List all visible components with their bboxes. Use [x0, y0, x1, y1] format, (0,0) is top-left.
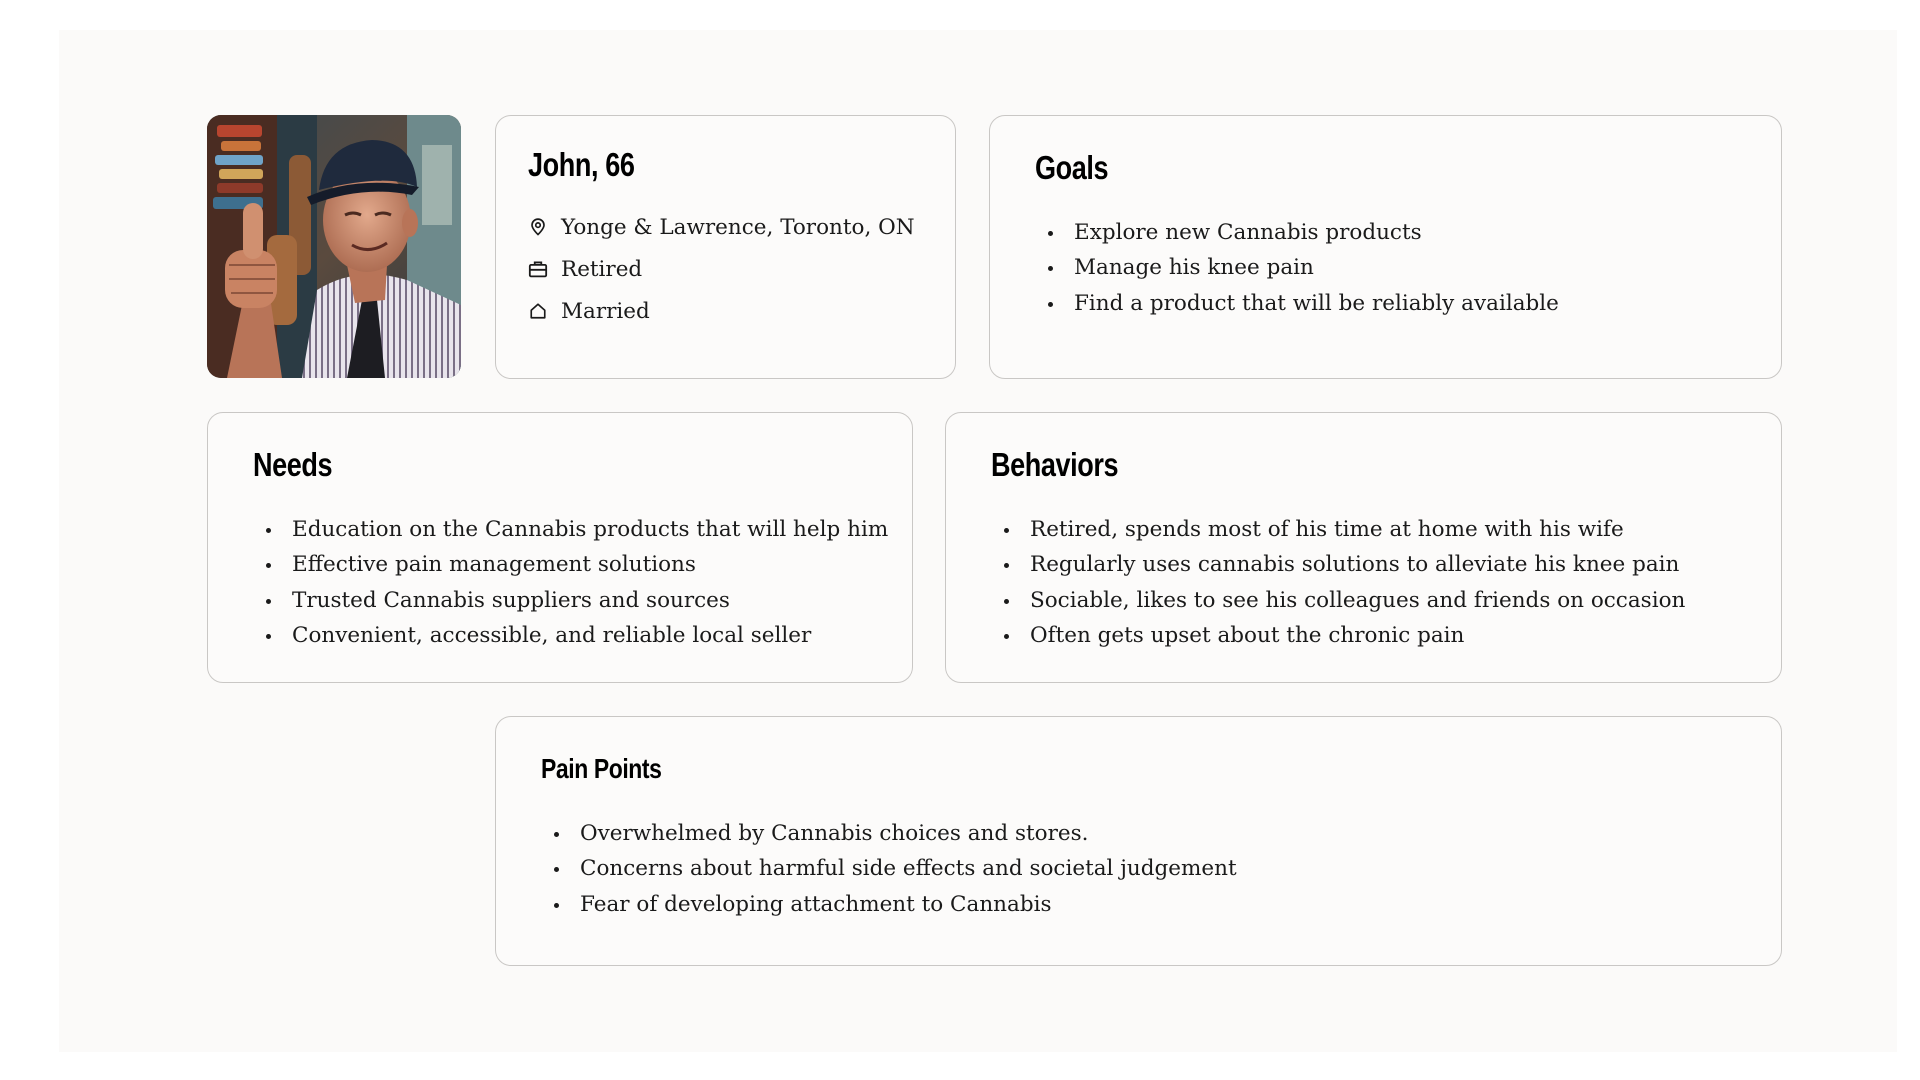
list-item: Fear of developing attachment to Cannabis: [550, 887, 1237, 922]
list-item: Effective pain management solutions: [262, 547, 888, 582]
location-text: Yonge & Lawrence, Toronto, ON: [561, 214, 915, 240]
list-item: Regularly uses cannabis solutions to alleviate his knee pain: [1000, 547, 1685, 582]
person-photo-icon: [207, 115, 461, 378]
list-item: Concerns about harmful side effects and societal judgement: [550, 851, 1237, 886]
list-item: Retired, spends most of his time at home with his wife: [1000, 512, 1685, 547]
location-row: [528, 212, 915, 242]
occupation-text: Retired: [561, 256, 643, 282]
list-item: Convenient, accessible, and reliable local seller: [262, 618, 888, 653]
list-item: Sociable, likes to see his colleagues and friends on occasion: [1000, 583, 1685, 618]
goals-list: [1044, 215, 1559, 321]
list-item: Trusted Cannabis suppliers and sources: [262, 583, 888, 618]
relationship-text: Married: [561, 298, 650, 324]
pain-points-list: [550, 816, 1237, 922]
list-item: Education on the Cannabis products that will help him: [262, 512, 888, 547]
occupation-row: [528, 254, 642, 284]
list-item: Overwhelmed by Cannabis choices and stores.: [550, 816, 1237, 851]
list-item: Find a product that will be reliably available: [1044, 286, 1559, 321]
persona-name: John, 66: [528, 146, 635, 183]
list-item: Explore new Cannabis products: [1044, 215, 1559, 250]
list-item: Often gets upset about the chronic pain: [1000, 618, 1685, 653]
pain-points-card: [495, 716, 1782, 966]
behaviors-title: Behaviors: [991, 446, 1119, 483]
behaviors-list: [1000, 512, 1685, 653]
location-pin-icon: [528, 217, 548, 237]
pain-points-title: Pain Points: [541, 753, 662, 784]
briefcase-icon: [528, 259, 548, 279]
goals-card: [989, 115, 1782, 379]
home-icon: [528, 301, 548, 321]
list-item: Manage his knee pain: [1044, 250, 1559, 285]
profile-card: [495, 115, 956, 379]
persona-photo: [207, 115, 461, 378]
needs-title: Needs: [253, 446, 333, 483]
needs-card: [207, 412, 913, 683]
goals-title: Goals: [1035, 149, 1109, 186]
relationship-row: [528, 296, 650, 326]
behaviors-card: [945, 412, 1782, 683]
needs-list: [262, 512, 888, 653]
